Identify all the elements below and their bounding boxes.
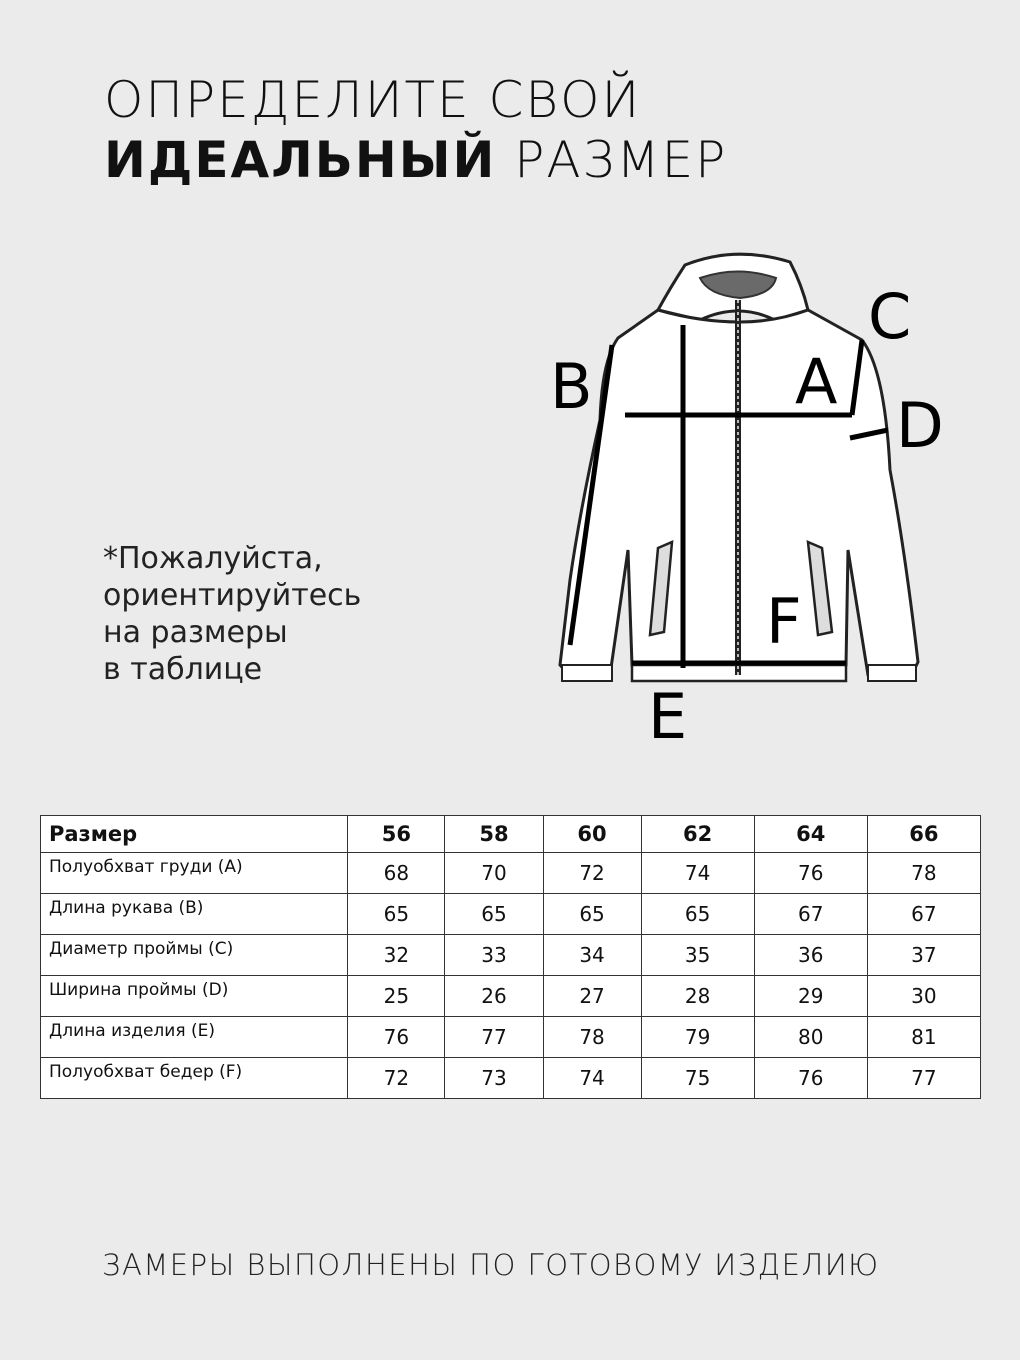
- cell-value: 32: [348, 935, 445, 976]
- title-bold-word: ИДЕАЛЬНЫЙ: [104, 131, 497, 189]
- label-e: E: [648, 680, 688, 750]
- table-row: [41, 935, 981, 976]
- cell-value: 65: [543, 894, 641, 935]
- table-header-row: [41, 816, 981, 853]
- cell-value: 65: [641, 894, 754, 935]
- row-label: Длина изделия (Е): [41, 1017, 348, 1058]
- cell-value: 36: [754, 935, 867, 976]
- cell-value: 77: [445, 1017, 543, 1058]
- cell-value: 65: [445, 894, 543, 935]
- table-row: [41, 894, 981, 935]
- title-line-2: [104, 130, 727, 190]
- right-cuff: [868, 665, 916, 681]
- label-f: F: [766, 585, 802, 658]
- title-rest: РАЗМЕР: [496, 131, 728, 189]
- cell-value: 72: [348, 1058, 445, 1099]
- row-label: Полуобхват груди (А): [41, 853, 348, 894]
- row-label: Длина рукава (В): [41, 894, 348, 935]
- footer-note: ЗАМЕРЫ ВЫПОЛНЕНЫ ПО ГОТОВОМУ ИЗДЕЛИЮ: [102, 1248, 880, 1282]
- cell-value: 80: [754, 1017, 867, 1058]
- cell-value: 73: [445, 1058, 543, 1099]
- table-row: [41, 976, 981, 1017]
- cell-value: 78: [543, 1017, 641, 1058]
- cell-value: 25: [348, 976, 445, 1017]
- header-cell: 58: [445, 816, 543, 853]
- cell-value: 78: [867, 853, 980, 894]
- cell-value: 29: [754, 976, 867, 1017]
- cell-value: 76: [348, 1017, 445, 1058]
- header-cell: 66: [867, 816, 980, 853]
- cell-value: 76: [754, 853, 867, 894]
- cell-value: 35: [641, 935, 754, 976]
- label-c: C: [868, 280, 912, 353]
- label-b: B: [550, 350, 593, 423]
- cell-value: 68: [348, 853, 445, 894]
- cell-value: 79: [641, 1017, 754, 1058]
- cell-value: 67: [754, 894, 867, 935]
- header-cell: 62: [641, 816, 754, 853]
- cell-value: 65: [348, 894, 445, 935]
- table-row: [41, 1017, 981, 1058]
- cell-value: 81: [867, 1017, 980, 1058]
- cell-value: 72: [543, 853, 641, 894]
- row-label: Полуобхват бедер (F): [41, 1058, 348, 1099]
- cell-value: 74: [641, 853, 754, 894]
- jacket-diagram: [540, 250, 960, 750]
- size-table: [40, 815, 981, 1099]
- cell-value: 37: [867, 935, 980, 976]
- cell-value: 28: [641, 976, 754, 1017]
- page-title: [104, 70, 727, 190]
- cell-value: 67: [867, 894, 980, 935]
- cell-value: 33: [445, 935, 543, 976]
- header-cell: Размер: [41, 816, 348, 853]
- header-cell: 60: [543, 816, 641, 853]
- cell-value: 77: [867, 1058, 980, 1099]
- left-cuff: [562, 665, 612, 681]
- label-a: A: [795, 345, 838, 418]
- row-label: Диаметр проймы (С): [41, 935, 348, 976]
- cell-value: 27: [543, 976, 641, 1017]
- table-row: [41, 853, 981, 894]
- cell-value: 30: [867, 976, 980, 1017]
- cell-value: 74: [543, 1058, 641, 1099]
- cell-value: 26: [445, 976, 543, 1017]
- title-line-1: ОПРЕДЕЛИТЕ СВОЙ: [104, 71, 642, 129]
- table-row: [41, 1058, 981, 1099]
- header-cell: 56: [348, 816, 445, 853]
- row-label: Ширина проймы (D): [41, 976, 348, 1017]
- size-note: *Пожалуйста, ориентируйтесь на размеры в таблице: [103, 541, 362, 687]
- cell-value: 70: [445, 853, 543, 894]
- cell-value: 75: [641, 1058, 754, 1099]
- cell-value: 34: [543, 935, 641, 976]
- cell-value: 76: [754, 1058, 867, 1099]
- header-cell: 64: [754, 816, 867, 853]
- label-d: D: [896, 389, 944, 462]
